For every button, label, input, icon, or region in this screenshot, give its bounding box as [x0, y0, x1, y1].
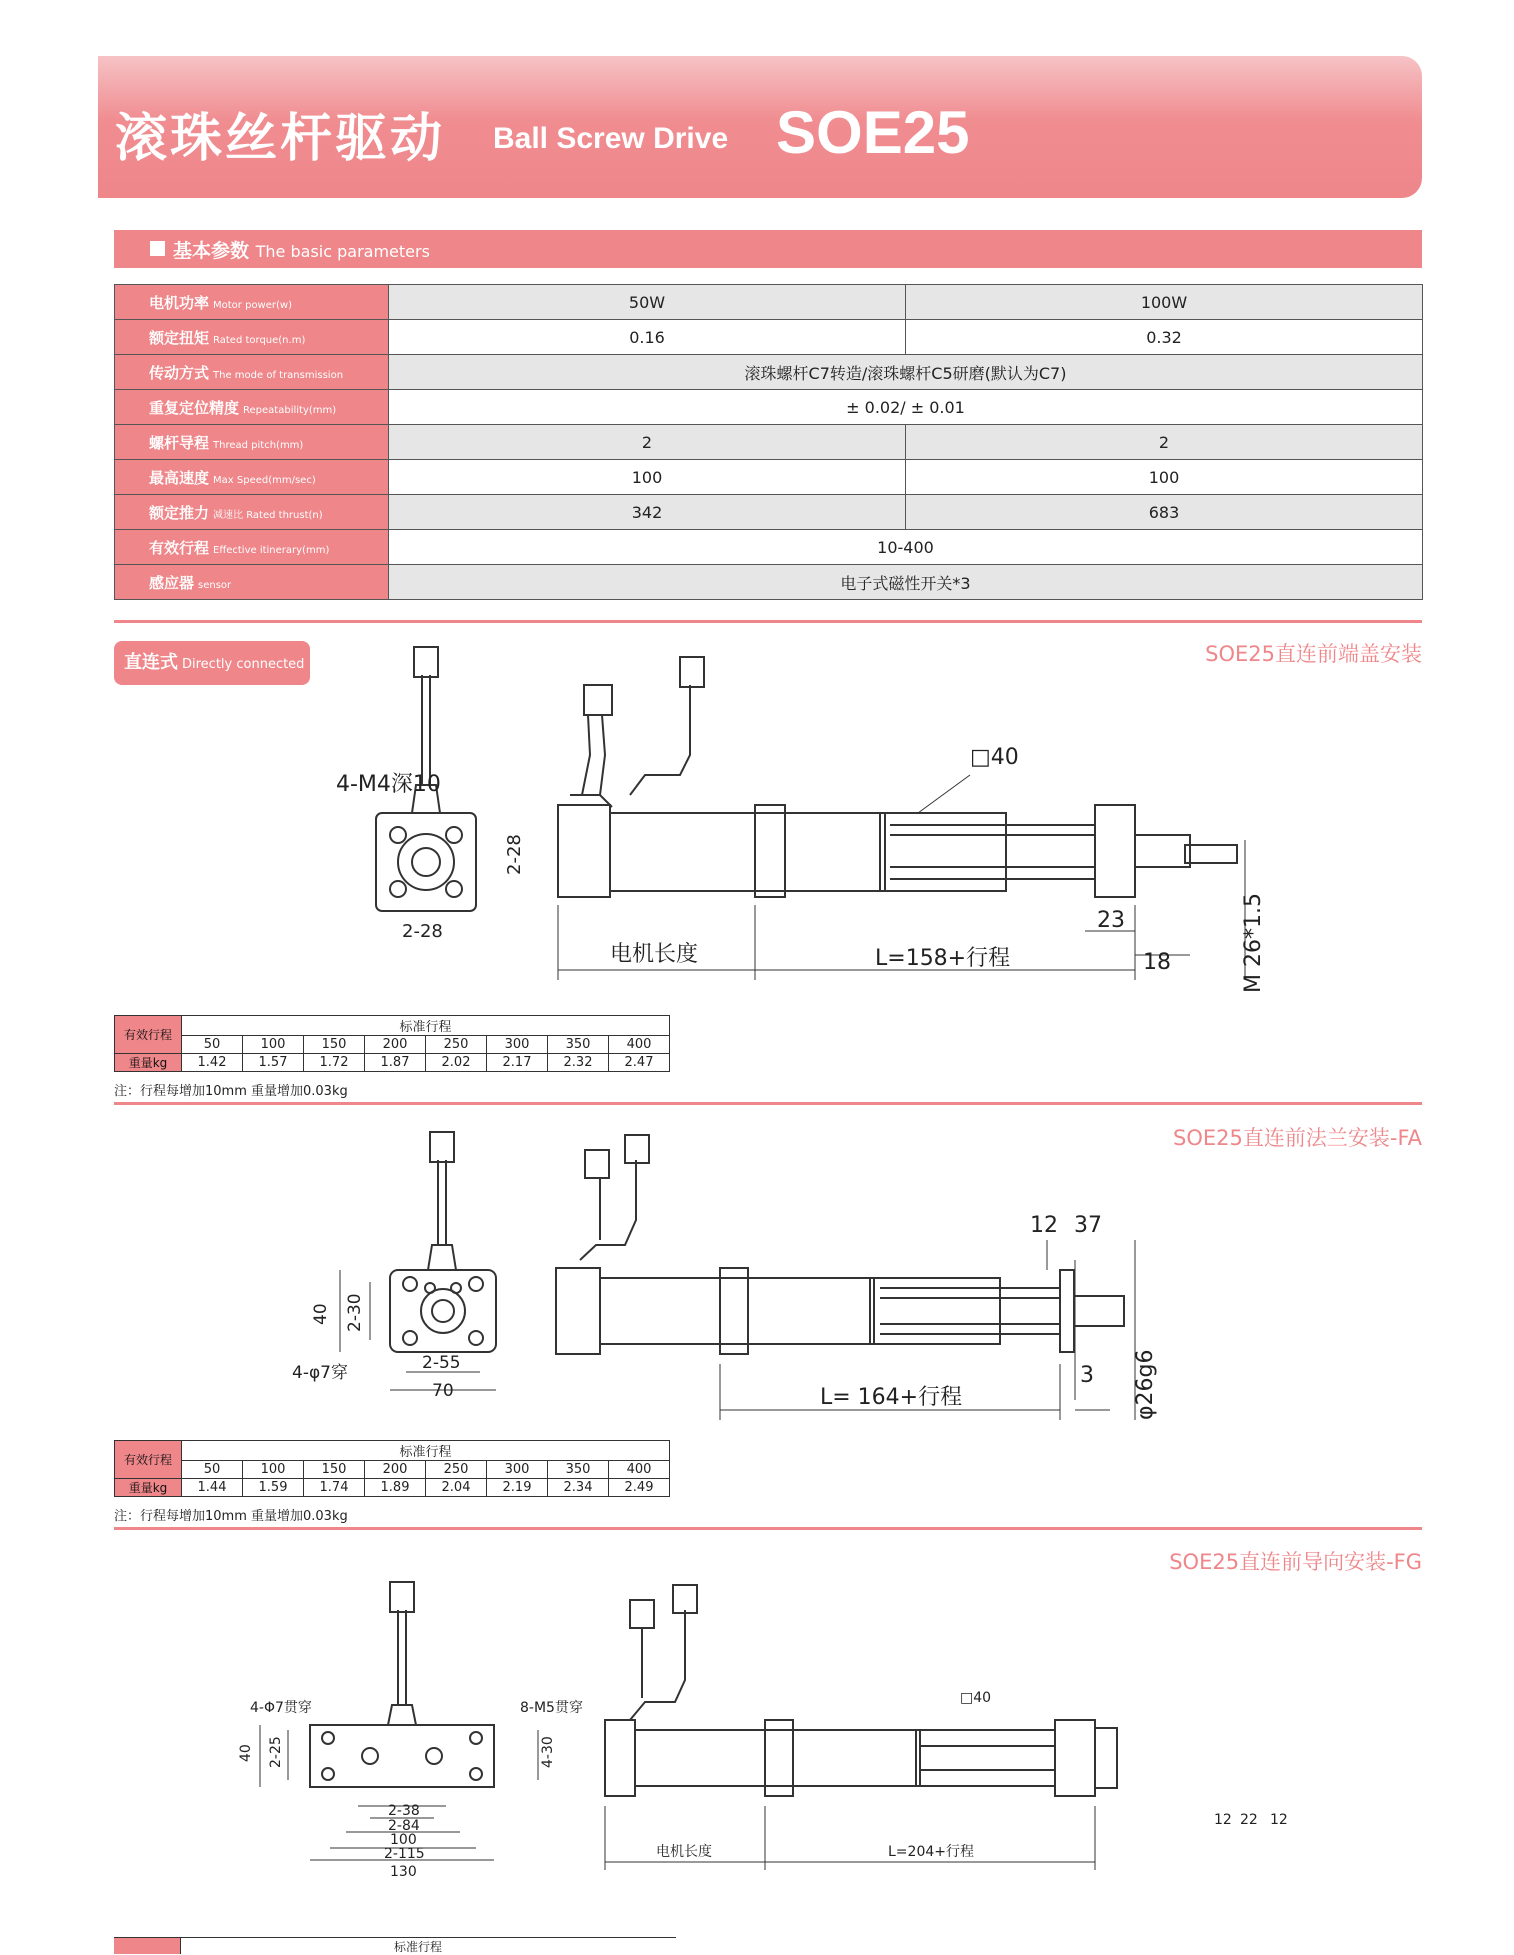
end-view-bore — [412, 848, 440, 876]
params-value: 2 — [906, 425, 1423, 460]
params-row — [115, 425, 1423, 460]
label-holes-b: 8-M5贯穿 — [520, 1700, 583, 1716]
label-motor-length: 电机长度 — [656, 1844, 712, 1860]
weight-cell: 1.44 — [182, 1479, 243, 1497]
stroke-cell: 350 — [548, 1461, 609, 1479]
end-view-ring — [398, 834, 454, 890]
stroke-cell: 100 — [243, 1036, 304, 1054]
params-label-zh: 额定推力 — [149, 503, 210, 522]
weight-cell: 2.02 — [426, 1054, 487, 1072]
stroke-cell: 400 — [609, 1036, 670, 1054]
drawing-front-flange — [280, 1120, 1200, 1430]
params-value: 683 — [906, 495, 1423, 530]
params-label-zh: 重复定位精度 — [149, 398, 240, 417]
params-label — [115, 530, 389, 565]
params-label — [115, 460, 389, 495]
params-value: ± 0.02/ ± 0.01 — [389, 390, 1423, 425]
label-motor-length: 电机长度 — [610, 942, 699, 967]
label-square: □40 — [960, 1690, 992, 1706]
params-label-en: Rated torque(n.m) — [213, 334, 306, 346]
label-bottom-dim: 2-28 — [402, 921, 443, 942]
params-value: 100W — [906, 285, 1423, 320]
stroke-cell: 200 — [365, 1036, 426, 1054]
label-40: 40 — [238, 1744, 254, 1762]
weight-cell: 1.87 — [365, 1054, 426, 1072]
label-70: 70 — [432, 1381, 454, 1401]
params-label-en: sensor — [198, 579, 232, 591]
weight-table-3-std: 标准行程 — [394, 1940, 443, 1954]
label-12: 12 — [1030, 1213, 1058, 1238]
params-value: 滚珠螺杆C7转造/滚珠螺杆C5研磨(默认为C7) — [389, 355, 1423, 390]
label-23: 23 — [1097, 908, 1125, 933]
tag-zh: 直连式 — [124, 652, 178, 673]
params-label-en: Thread pitch(mm) — [213, 439, 304, 451]
params-row — [115, 390, 1423, 425]
params-label-en: The mode of transmission — [213, 369, 344, 381]
label-2-25: 2-25 — [268, 1736, 284, 1768]
weight-cell: 1.42 — [182, 1054, 243, 1072]
params-label — [115, 320, 389, 355]
weight-table-1 — [114, 1015, 670, 1072]
params-label-zh: 螺杆导程 — [149, 433, 210, 452]
weight-std-header: 标准行程 — [182, 1441, 670, 1461]
weight-head-kg: 重量kg — [115, 1479, 182, 1497]
label-side-dim: 2-28 — [504, 834, 525, 875]
params-label-zh: 电机功率 — [149, 293, 210, 312]
note-2: 注：行程每增加10mm 重量增加0.03kg — [114, 1509, 348, 1524]
weight-table-3-partial — [114, 1937, 676, 1954]
stroke-cell: 400 — [609, 1461, 670, 1479]
label-2-55: 2-55 — [422, 1353, 461, 1373]
label-holes: 4-M4深10 — [336, 772, 441, 797]
tag-en: Directly connected — [182, 657, 305, 672]
label-thread: M 26*1.5 — [1241, 893, 1266, 993]
label-holes: 4-φ7穿 — [292, 1363, 348, 1383]
divider — [114, 620, 1422, 623]
weight-cell: 2.49 — [609, 1479, 670, 1497]
params-label-en: Repeatability(mm) — [243, 404, 337, 416]
weight-std-header: 标准行程 — [182, 1016, 670, 1036]
label-12b: 12 — [1270, 1812, 1288, 1828]
weight-cell: 2.32 — [548, 1054, 609, 1072]
params-value: 2 — [389, 425, 906, 460]
label-18: 18 — [1143, 950, 1171, 975]
params-label-en: Max Speed(mm/sec) — [213, 474, 316, 486]
params-row — [115, 285, 1423, 320]
params-value: 100 — [906, 460, 1423, 495]
label-40: 40 — [311, 1303, 331, 1325]
params-value: 50W — [389, 285, 906, 320]
stroke-cell: 50 — [182, 1461, 243, 1479]
params-row — [115, 355, 1423, 390]
label-length: L= 164+行程 — [820, 1385, 963, 1410]
params-label — [115, 355, 389, 390]
params-table — [114, 284, 1423, 600]
label-holes-a: 4-Φ7贯穿 — [250, 1700, 312, 1716]
stroke-cell: 150 — [304, 1461, 365, 1479]
weight-cell: 2.19 — [487, 1479, 548, 1497]
params-label — [115, 565, 389, 600]
note-1: 注：行程每增加10mm 重量增加0.03kg — [114, 1084, 348, 1099]
label-3: 3 — [1080, 1363, 1094, 1388]
banner-title-zh: 滚珠丝杆驱动 — [115, 109, 446, 169]
stroke-cell: 150 — [304, 1036, 365, 1054]
divider — [114, 1527, 1422, 1530]
params-label-zh: 感应器 — [149, 573, 195, 592]
label-4-30: 4-30 — [540, 1736, 556, 1768]
params-row — [115, 460, 1423, 495]
label-square: □40 — [970, 745, 1019, 770]
label-130: 130 — [390, 1864, 417, 1880]
weight-table-2 — [114, 1440, 670, 1497]
params-label-en: 减速比 Rated thrust(n) — [213, 509, 323, 521]
params-value: 100 — [389, 460, 906, 495]
params-value: 10-400 — [389, 530, 1423, 565]
params-value: 0.16 — [389, 320, 906, 355]
label-37: 37 — [1074, 1213, 1102, 1238]
params-row — [115, 320, 1423, 355]
end-view-body — [376, 813, 476, 911]
divider — [114, 1102, 1422, 1105]
label-2-30: 2-30 — [345, 1293, 365, 1332]
stroke-cell: 350 — [548, 1036, 609, 1054]
weight-cell: 1.72 — [304, 1054, 365, 1072]
weight-cell: 2.17 — [487, 1054, 548, 1072]
params-label-zh: 传动方式 — [149, 363, 210, 382]
stroke-cell: 250 — [426, 1461, 487, 1479]
weight-cell: 2.34 — [548, 1479, 609, 1497]
params-label-en: Effective itinerary(mm) — [213, 544, 330, 556]
label-22: 22 — [1240, 1812, 1258, 1828]
label-2-84: 2-84 — [388, 1818, 420, 1834]
basic-params-header — [114, 230, 1422, 268]
weight-cell: 2.47 — [609, 1054, 670, 1072]
drawing-front-guide — [230, 1570, 1310, 1895]
params-value: 0.32 — [906, 320, 1423, 355]
section-1-title: SOE25直连前端盖安装 — [1205, 642, 1422, 666]
params-row — [115, 495, 1423, 530]
weight-head-stroke: 有效行程 — [115, 1441, 182, 1479]
params-label — [115, 495, 389, 530]
stroke-cell: 300 — [487, 1461, 548, 1479]
params-value: 342 — [389, 495, 906, 530]
weight-cell: 1.57 — [243, 1054, 304, 1072]
label-length: L=204+行程 — [888, 1844, 974, 1860]
params-label-zh: 有效行程 — [149, 538, 210, 557]
banner-model: SOE25 — [776, 99, 970, 166]
params-row — [115, 530, 1423, 565]
params-value: 电子式磁性开关*3 — [389, 565, 1423, 600]
weight-cell: 1.74 — [304, 1479, 365, 1497]
stroke-cell: 250 — [426, 1036, 487, 1054]
basic-params-title-zh: 基本参数 — [173, 240, 250, 262]
params-label — [115, 390, 389, 425]
square-bullet-icon — [150, 241, 165, 256]
stroke-cell: 200 — [365, 1461, 426, 1479]
label-length: L=158+行程 — [875, 946, 1011, 971]
weight-table-3-head — [114, 1938, 180, 1954]
weight-head-stroke: 有效行程 — [115, 1016, 182, 1054]
label-2-115: 2-115 — [384, 1846, 425, 1862]
banner-title-en: Ball Screw Drive — [493, 122, 729, 155]
params-row — [115, 565, 1423, 600]
drawing-front-cover — [250, 635, 1290, 995]
stroke-cell: 50 — [182, 1036, 243, 1054]
params-label-zh: 最高速度 — [149, 468, 210, 487]
section-3-title: SOE25直连前导向安装-FG — [1169, 1550, 1422, 1574]
label-12a: 12 — [1214, 1812, 1232, 1828]
label-shaft: φ26g6 — [1133, 1349, 1158, 1420]
basic-params-title-en: The basic parameters — [255, 242, 430, 261]
params-label-zh: 额定扭矩 — [149, 328, 210, 347]
label-2-38: 2-38 — [388, 1803, 420, 1819]
weight-cell: 2.04 — [426, 1479, 487, 1497]
weight-head-kg: 重量kg — [115, 1054, 182, 1072]
stroke-cell: 300 — [487, 1036, 548, 1054]
params-label — [115, 425, 389, 460]
params-label — [115, 285, 389, 320]
stroke-cell: 100 — [243, 1461, 304, 1479]
weight-cell: 1.59 — [243, 1479, 304, 1497]
section-2-title: SOE25直连前法兰安装-FA — [1173, 1126, 1422, 1150]
label-100: 100 — [390, 1832, 417, 1848]
weight-cell: 1.89 — [365, 1479, 426, 1497]
params-label-en: Motor power(w) — [213, 299, 292, 311]
